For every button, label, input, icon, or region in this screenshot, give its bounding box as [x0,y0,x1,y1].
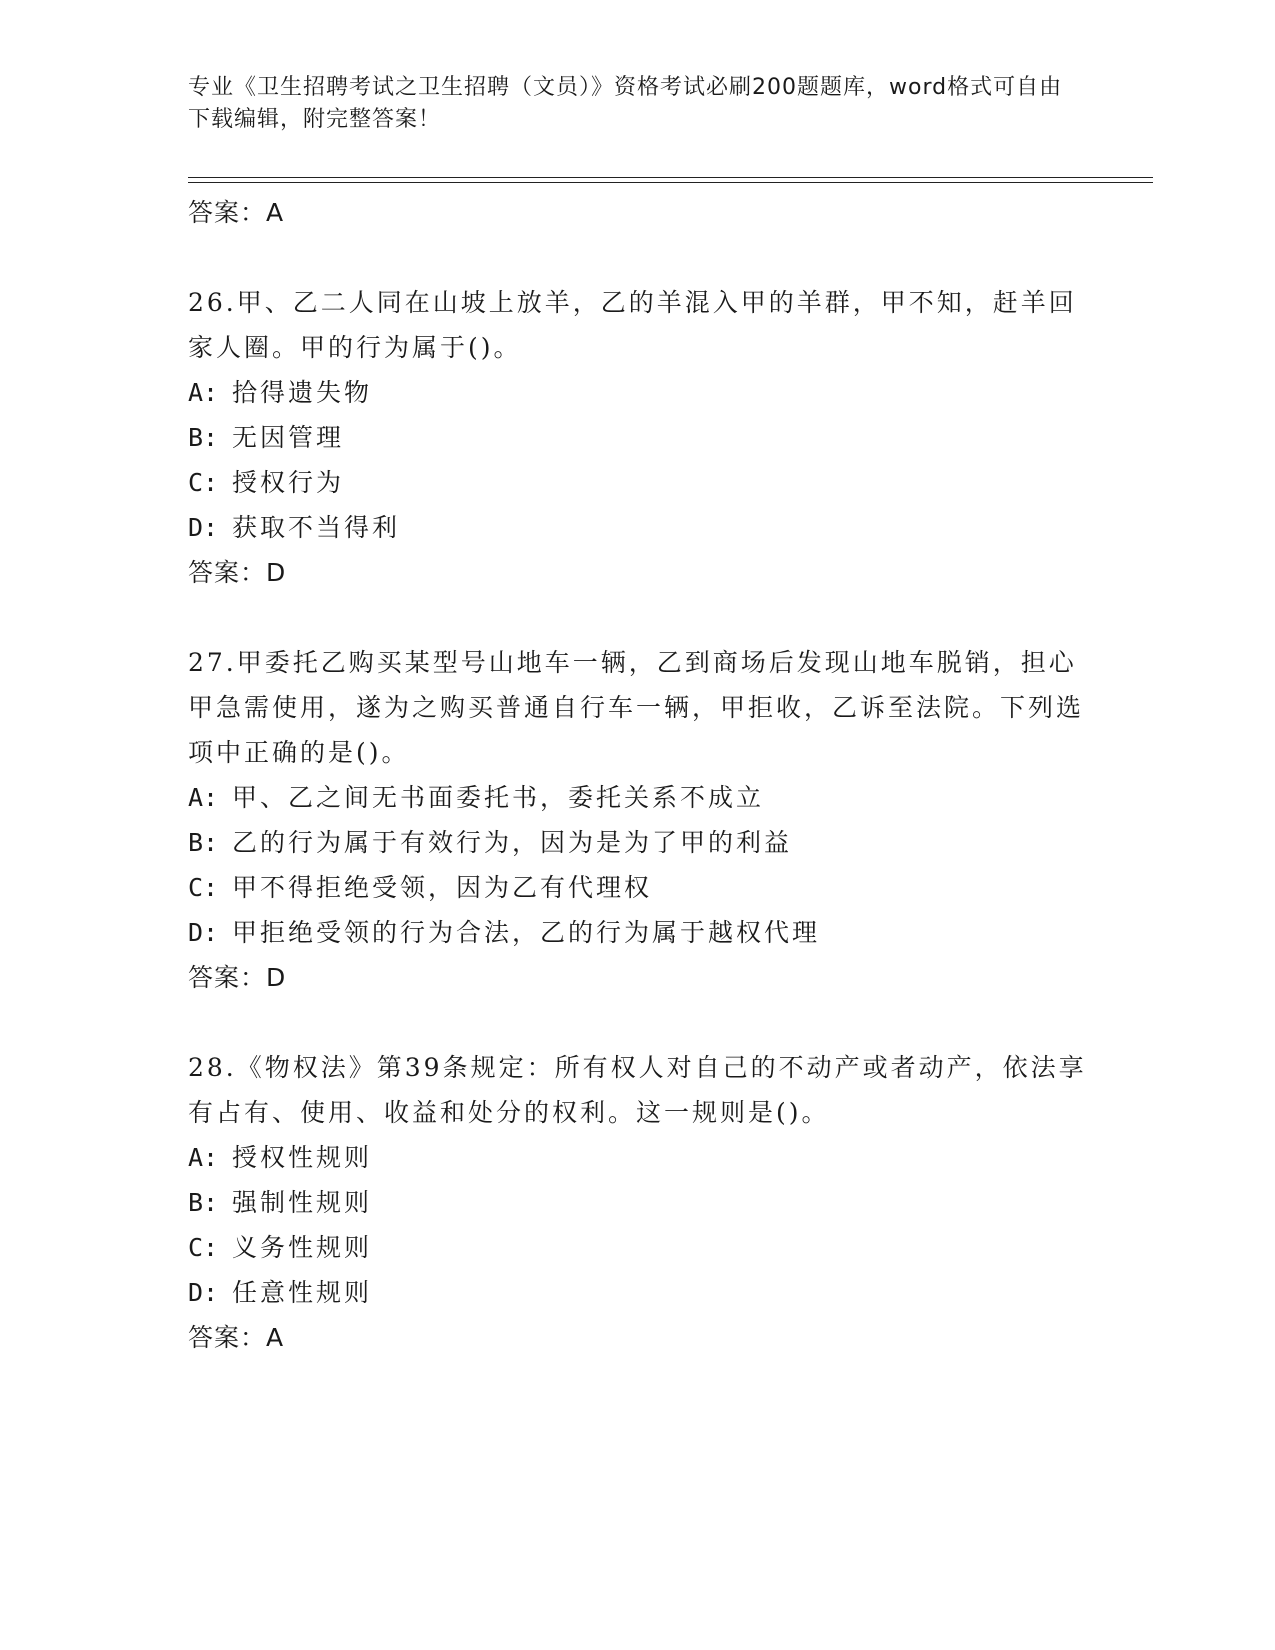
option-text: 授权性规则 [232,1143,373,1172]
option-text: 任意性规则 [232,1278,373,1307]
option-b [188,820,1088,865]
option-a [188,775,1088,820]
document-body [188,190,1088,1361]
option-c [188,460,1088,505]
option-text: 授权行为 [232,468,345,497]
option-text: 拾得遗失物 [232,378,373,407]
question-text: 27.甲委托乙购买某型号山地车一辆，乙到商场后发现山地车脱销，担心甲急需使用，遂为之购买普通自行车一辆，甲拒收，乙诉至法院。下列选项中正确的是()。 [188,648,1085,767]
option-label: C: [188,873,219,902]
option-text: 强制性规则 [232,1188,373,1217]
option-label: A: [188,378,219,407]
option-b [188,1180,1088,1225]
option-c [188,865,1088,910]
header-rule-top [188,177,1153,178]
option-d [188,505,1088,550]
question-text: 28.《物权法》第39条规定：所有权人对自己的不动产或者动产，依法享有占有、使用、收益和处分的权利。这一规则是()。 [188,1053,1087,1127]
answer-line: 答案：D [188,963,287,992]
option-text: 获取不当得利 [232,513,401,542]
option-b [188,415,1088,460]
answer-line: 答案：A [188,1323,285,1352]
option-label: B: [188,423,219,452]
option-text: 甲不得拒绝受领，因为乙有代理权 [232,873,653,902]
option-c [188,1225,1088,1270]
option-label: D: [188,513,219,542]
question-27 [188,640,1088,1001]
option-text: 义务性规则 [232,1233,373,1262]
option-label: D: [188,918,219,947]
question-28 [188,1045,1088,1361]
document-header: 专业《卫生招聘考试之卫生招聘（文员）》资格考试必刷200题题库，word格式可自由下载编辑，附完整答案！ [188,75,1063,132]
option-label: A: [188,1143,219,1172]
option-text: 乙的行为属于有效行为，因为是为了甲的利益 [232,828,793,857]
option-text: 甲、乙之间无书面委托书，委托关系不成立 [232,783,765,812]
option-label: B: [188,1188,219,1217]
option-text: 无因管理 [232,423,345,452]
option-label: C: [188,1233,219,1262]
header-rule-bottom [188,182,1153,183]
option-d [188,910,1088,955]
question-text: 26.甲、乙二人同在山坡上放羊，乙的羊混入甲的羊群，甲不知，赶羊回家人圈。甲的行为属于()。 [188,288,1077,362]
answer-line: 答案：D [188,558,287,587]
option-label: B: [188,828,219,857]
option-text: 甲拒绝受领的行为合法，乙的行为属于越权代理 [232,918,821,947]
option-d [188,1270,1088,1315]
option-a [188,370,1088,415]
option-a [188,1135,1088,1180]
option-label: C: [188,468,219,497]
question-26 [188,280,1088,596]
option-label: A: [188,783,219,812]
option-label: D: [188,1278,219,1307]
answer-line: 答案：A [188,198,285,227]
